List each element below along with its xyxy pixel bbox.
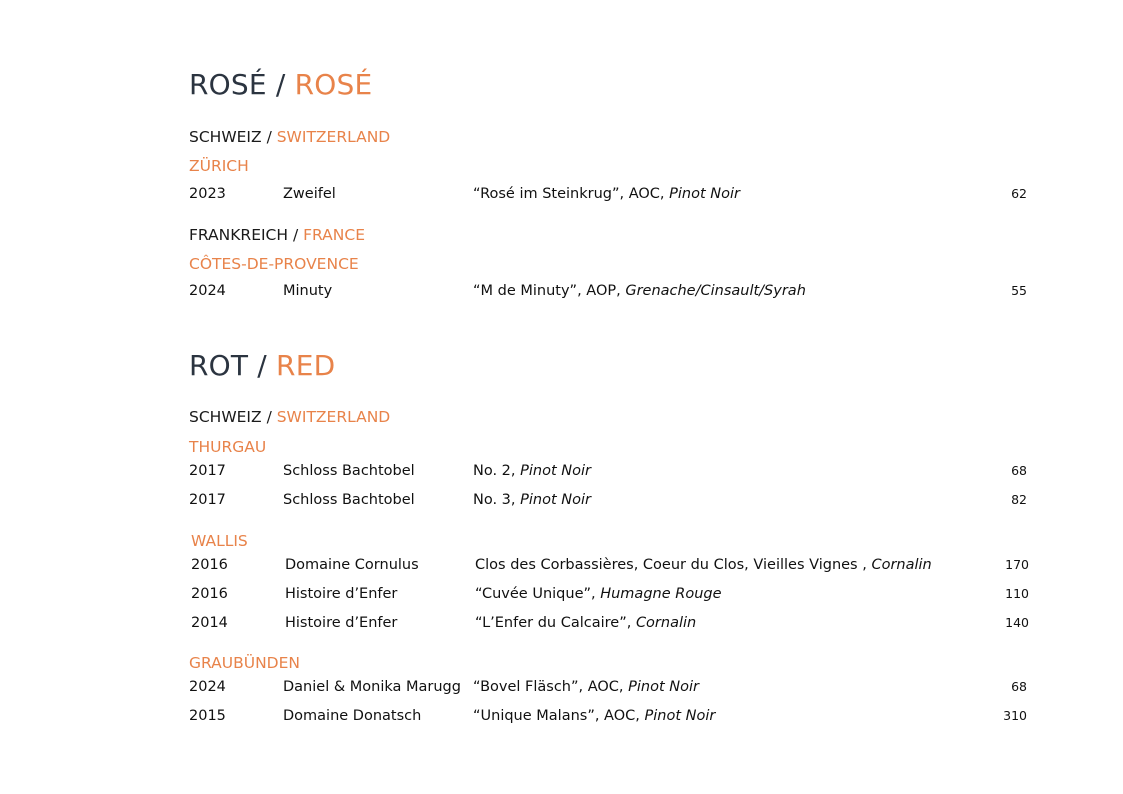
section-title-en: RED (276, 349, 336, 382)
wine-desc-text: Clos des Corbassières, Coeur du Clos, Vieilles Vignes , (475, 557, 872, 573)
wine-desc-text: No. 2, (473, 463, 521, 479)
wine-producer: Domaine Cornulus (285, 557, 419, 573)
wine-desc-text: “M de Minuty”, AOP, (473, 283, 626, 299)
wine-producer: Domaine Donatsch (283, 708, 422, 724)
wine-year: 2015 (189, 708, 226, 724)
wine-price: 68 (1011, 679, 1027, 694)
wine-description (475, 557, 932, 573)
section-title-separator: / (248, 349, 277, 382)
wine-description (475, 586, 722, 602)
wine-producer: Minuty (283, 283, 333, 299)
wine-grape: Grenache/Cinsault/Syrah (625, 283, 806, 299)
wine-producer: Schloss Bachtobel (283, 463, 415, 479)
wine-desc-text: No. 3, (473, 492, 521, 508)
section-title-rose (189, 68, 372, 101)
wine-price: 68 (1011, 463, 1027, 478)
country-en: FRANCE (303, 226, 365, 244)
wine-description (473, 708, 715, 724)
region-heading: THURGAU (189, 438, 267, 456)
wine-year: 2023 (189, 186, 226, 202)
wine-grape: Pinot Noir (520, 463, 591, 479)
wine-description (475, 615, 696, 631)
wine-grape: Cornalin (871, 557, 932, 573)
wine-description (473, 492, 591, 508)
wine-year: 2014 (191, 615, 228, 631)
wine-description (473, 283, 806, 299)
section-title-red (189, 349, 335, 382)
wine-price: 170 (1005, 557, 1029, 572)
wine-description (473, 186, 740, 202)
country-de: FRANKREICH (189, 226, 289, 244)
wine-grape: Pinot Noir (520, 492, 591, 508)
country-en: SWITZERLAND (276, 128, 391, 146)
wine-desc-text: “Cuvée Unique”, (475, 586, 601, 602)
section-title-de: ROSÉ (189, 68, 267, 101)
wine-year: 2016 (191, 586, 228, 602)
wine-desc-text: “L’Enfer du Calcaire”, (475, 615, 636, 631)
wine-grape: Pinot Noir (644, 708, 716, 724)
section-title-de: ROT (189, 349, 249, 382)
wine-year: 2017 (189, 463, 226, 479)
wine-desc-text: “Unique Malans”, AOC, (473, 708, 645, 724)
region-heading: ZÜRICH (189, 157, 249, 175)
wine-description (473, 679, 699, 695)
country-heading (189, 408, 390, 426)
country-de: SCHWEIZ (189, 408, 262, 426)
section-title-separator: / (266, 68, 295, 101)
wine-price: 310 (1003, 708, 1027, 723)
wine-price: 110 (1005, 586, 1029, 601)
wine-price: 55 (1011, 283, 1027, 298)
region-heading: CÔTES-DE-PROVENCE (189, 255, 359, 273)
wine-grape: Pinot Noir (669, 186, 740, 202)
country-separator: / (261, 128, 277, 146)
country-heading (189, 226, 365, 244)
wine-year: 2016 (191, 557, 228, 573)
region-heading: GRAUBÜNDEN (189, 654, 300, 672)
country-heading (189, 128, 390, 146)
wine-grape: Cornalin (635, 615, 697, 631)
wine-description (473, 463, 591, 479)
wine-price: 140 (1005, 615, 1029, 630)
wine-year: 2024 (189, 679, 226, 695)
wine-price: 62 (1011, 186, 1027, 201)
wine-producer: Schloss Bachtobel (283, 492, 415, 508)
region-heading: WALLIS (191, 532, 248, 550)
wine-price: 82 (1011, 492, 1027, 507)
wine-desc-text: “Bovel Fläsch”, AOC, (473, 679, 629, 695)
wine-producer: Histoire d’Enfer (285, 586, 398, 602)
wine-producer: Zweifel (283, 186, 336, 202)
wine-grape: Pinot Noir (628, 679, 699, 695)
country-separator: / (261, 408, 277, 426)
wine-desc-text: “Rosé im Steinkrug”, AOC, (473, 186, 670, 202)
wine-year: 2024 (189, 283, 226, 299)
country-de: SCHWEIZ (189, 128, 262, 146)
wine-producer: Daniel & Monika Marugg (283, 679, 461, 695)
wine-grape: Humagne Rouge (600, 586, 722, 602)
wine-producer: Histoire d’Enfer (285, 615, 398, 631)
wine-year: 2017 (189, 492, 226, 508)
country-en: SWITZERLAND (276, 408, 391, 426)
country-separator: / (288, 226, 304, 244)
section-title-en: ROSÉ (294, 68, 373, 101)
